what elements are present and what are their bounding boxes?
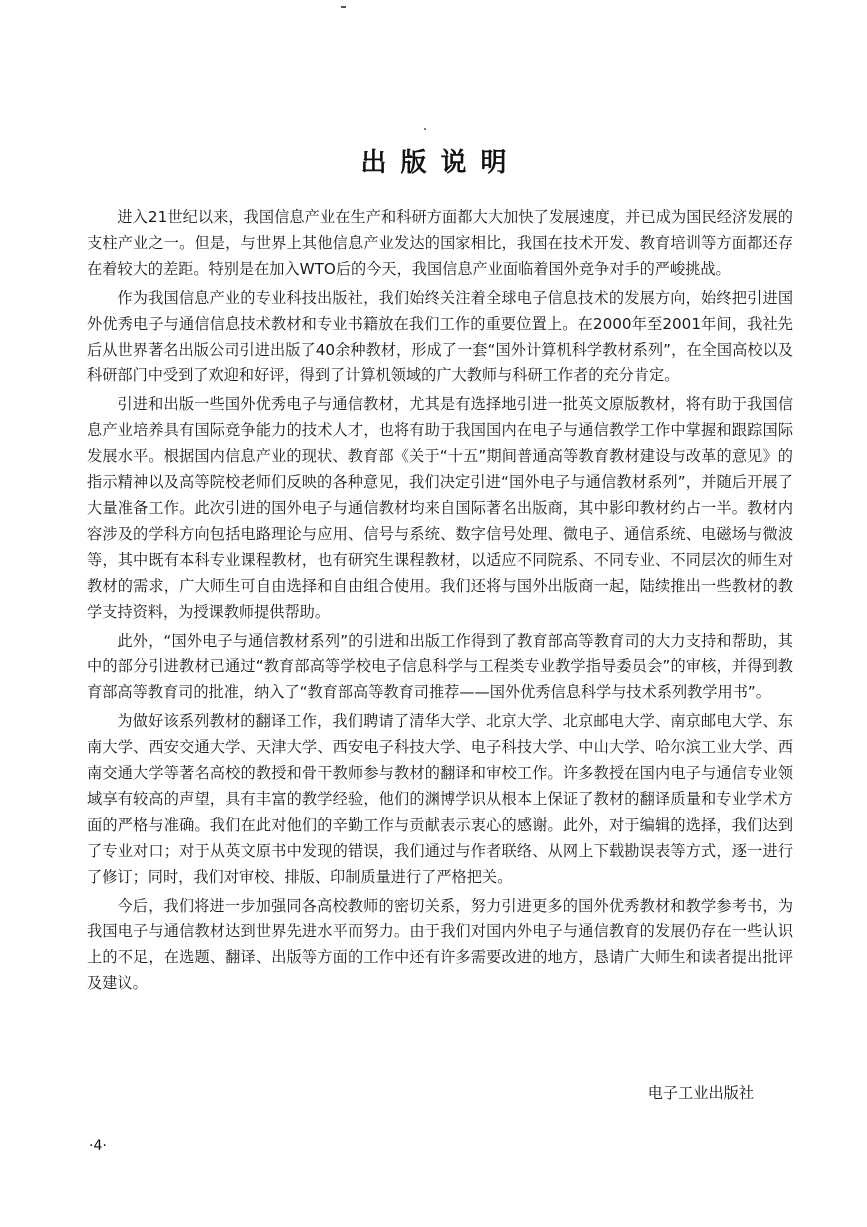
paragraph-4: 此外，“国外电子与通信教材系列”的引进和出版工作得到了教育部高等教育司的大力支持和帮助，其中的部分引进教材已通过“教育部高等学校电子信息科学与工程类专业教学指导委员会”的审核，并得到教育部高等教育司的批准，纳入了“教育部高等教育司推荐——国外优秀信息科学与技术系列教学用书”。 <box>87 631 793 702</box>
publisher-signature: 电子工业出版社 <box>647 1084 754 1102</box>
paragraph-2: 作为我国信息产业的专业科技出版社，我们始终关注着全球电子信息技术的发展方向，始终把引进国外优秀电子与通信信息技术教材和专业书籍放在我们工作的重要位置上。在2000年至2001年间，我社先后从世界著名出版公司引进出版了40余种教材，形成了一套“国外计算机科学教材系列”，在全国高校以及科研部门中受到了欢迎和好评，得到了计算机领域的广大教师与科研工作者的充分肯定。 <box>87 288 793 385</box>
scan-mark-top <box>341 6 346 8</box>
paragraph-1: 进入21世纪以来，我国信息产业在生产和科研方面都大大加快了发展速度，并已成为国民经济发展的支柱产业之一。但是，与世界上其他信息产业发达的国家相比，我国在技术开发、教育培训等方面都还存在着较大的差距。特别是在加入WTO后的今天，我国信息产业面临着国外竞争对手的严峻挑战。 <box>87 208 793 278</box>
paragraph-6: 今后，我们将进一步加强同各高校教师的密切关系，努力引进更多的国外优秀教材和教学参考书，为我国电子与通信教材达到世界先进水平而努力。由于我们对国内外电子与通信教育的发展仍存在一些认识上的不足，在选题、翻译、出版等方面的工作中还有许多需要改进的地方，恳请广大师生和读者提出批评及建议。 <box>87 896 793 993</box>
paragraph-3: 引进和出版一些国外优秀电子与通信教材，尤其是有选择地引进一批英文原版教材，将有助于我国信息产业培养具有国际竞争能力的技术人才，也将有助于我国国内在电子与通信教学工作中掌握和跟踪国际发展水平。根据国内信息产业的现状、教育部《关于“十五”期间普通高等教育教材建设与改革的意见》的指示精神以及高等院校老师们反映的各种意见，我们决定引进“国外电子与通信教材系列”，并随后开展了大量准备工作。此次引进的国外电子与通信教材均来自国际著名出版商，其中影印教材约占一半。教材内容涉及的学科方向包括电路理论与应用、信号与系统、数字信号处理、微电子、通信系统、电磁场与微波等，其中既有本科专业课程教材，也有研究生课程教材，以适应不同院系、不同专业、不同层次的师生对教材的需求，广大师生可自由选择和自由组合使用。我们还将与国外出版商一起，陆续推出一些教材的教学支持资料，为授课教师提供帮助。 <box>87 395 793 621</box>
document-body <box>87 205 793 1000</box>
scan-mark-dot <box>424 128 426 130</box>
page-title: 出版说明 <box>360 148 521 178</box>
page-number: ·4· <box>89 1138 107 1154</box>
paragraph-5: 为做好该系列教材的翻译工作，我们聘请了清华大学、北京大学、北京邮电大学、南京邮电大学、东南大学、西安交通大学、天津大学、西安电子科技大学、电子科技大学、中山大学、哈尔滨工业大学、西南交通大学等著名高校的教授和骨干教师参与教材的翻译和审校工作。许多教授在国内电子与通信专业领域享有较高的声望，具有丰富的教学经验，他们的渊博学识从根本上保证了教材的翻译质量和专业学术方面的严格与准确。我们在此对他们的辛勤工作与贡献表示衷心的感谢。此外，对于编辑的选择，我们达到了专业对口；对于从英文原书中发现的错误，我们通过与作者联络、从网上下载勘误表等方式，逐一进行了修订；同时，我们对审校、排版、印制质量进行了严格把关。 <box>87 712 793 886</box>
